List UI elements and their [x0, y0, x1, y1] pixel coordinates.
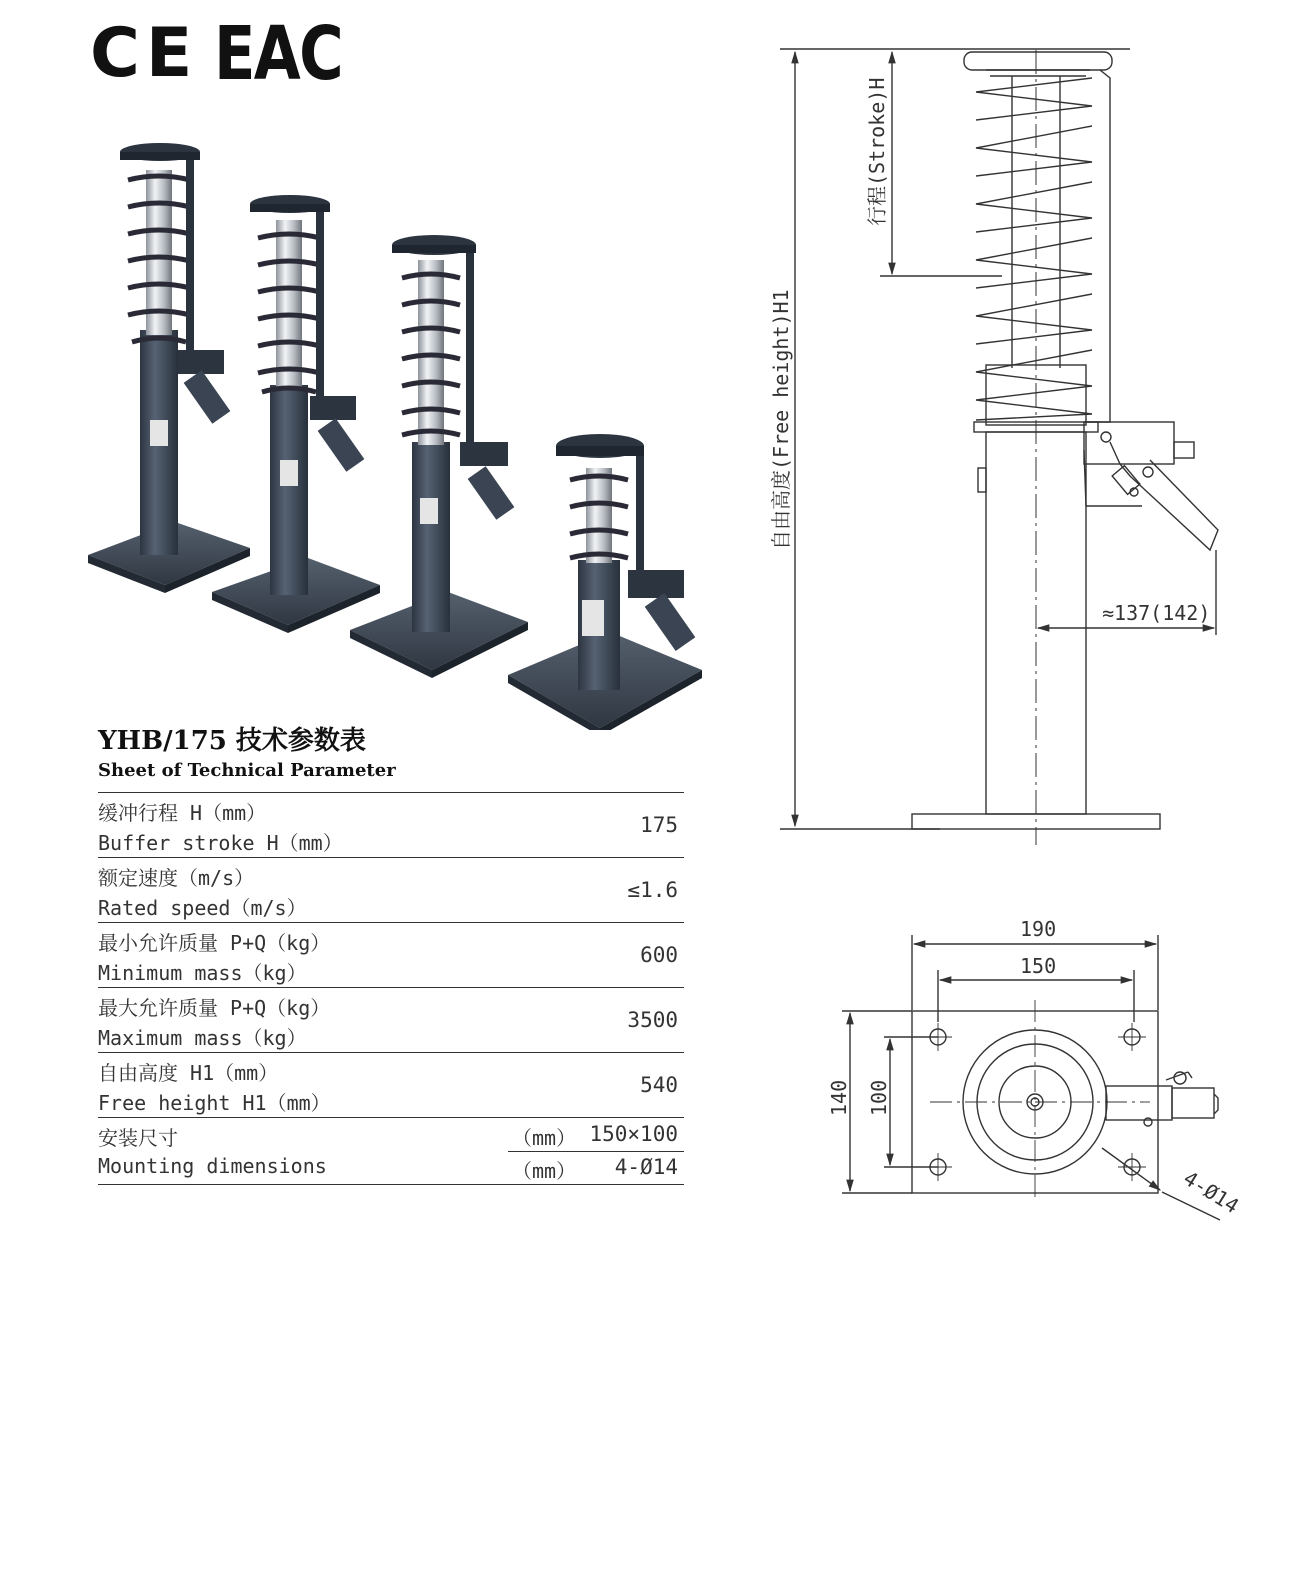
mounting-label-en: Mounting dimensions [98, 1154, 327, 1178]
plan-view-drawing [820, 900, 1260, 1230]
row-value: 175 [640, 813, 678, 837]
row-label-en: Minimum mass（kg） [98, 961, 307, 985]
offset-dimension-label: ≈137(142) [1102, 601, 1211, 625]
buffer-unit-2 [212, 195, 380, 633]
table-row [98, 857, 684, 922]
product-photo [80, 130, 730, 730]
mounting-unit: （mm） [512, 1159, 577, 1183]
row-label-cn: 额定速度（m/s） [98, 866, 255, 890]
mounting-label-cn: 安装尺寸 [98, 1126, 178, 1150]
table-subtitle: Sheet of Technical Parameter [98, 760, 396, 781]
depth-holes-label: 100 [867, 1079, 891, 1116]
row-label-cn: 缓冲行程 H（mm） [98, 801, 267, 825]
free-height-dimension-label: 自由高度(Free height)H1 [769, 289, 793, 550]
row-value: 3500 [627, 1008, 678, 1032]
row-label-en: Maximum mass（kg） [98, 1026, 307, 1050]
table-row [98, 987, 684, 1052]
mounting-row [98, 1117, 684, 1185]
row-label-cn: 最大允许质量 P+Q（kg） [98, 996, 331, 1020]
mounting-subrow-2 [508, 1151, 684, 1184]
width-outer-label: 190 [1020, 917, 1057, 941]
row-value: 600 [640, 943, 678, 967]
buffer-unit-4 [508, 434, 702, 730]
ce-mark: CE [90, 14, 199, 93]
table-row [98, 792, 684, 857]
parameter-table [98, 792, 684, 1185]
table-title: YHB/175 技术参数表 [98, 726, 366, 756]
row-value: 540 [640, 1073, 678, 1097]
holes-label: 4-Ø14 [1179, 1165, 1244, 1219]
row-label-en: Buffer stroke H（mm） [98, 831, 343, 855]
table-row [98, 922, 684, 987]
mounting-subrow-1 [508, 1118, 684, 1152]
mounting-value: 150×100 [589, 1122, 678, 1146]
row-value: ≤1.6 [627, 878, 678, 902]
mounting-unit: （mm） [512, 1126, 577, 1150]
buffer-unit-3 [350, 235, 528, 678]
row-label-cn: 自由高度 H1（mm） [98, 1061, 279, 1085]
side-elevation-drawing [740, 30, 1240, 850]
eac-mark: EAC [214, 11, 343, 97]
stroke-dimension-label: 行程(Stroke)H [865, 77, 889, 226]
row-label-en: Rated speed（m/s） [98, 896, 307, 920]
depth-outer-label: 140 [827, 1079, 851, 1116]
width-holes-label: 150 [1020, 954, 1057, 978]
table-row [98, 1052, 684, 1117]
row-label-cn: 最小允许质量 P+Q（kg） [98, 931, 331, 955]
row-label-en: Free height H1（mm） [98, 1091, 331, 1115]
mounting-value: 4-Ø14 [614, 1155, 678, 1179]
buffer-unit-1 [88, 143, 250, 593]
